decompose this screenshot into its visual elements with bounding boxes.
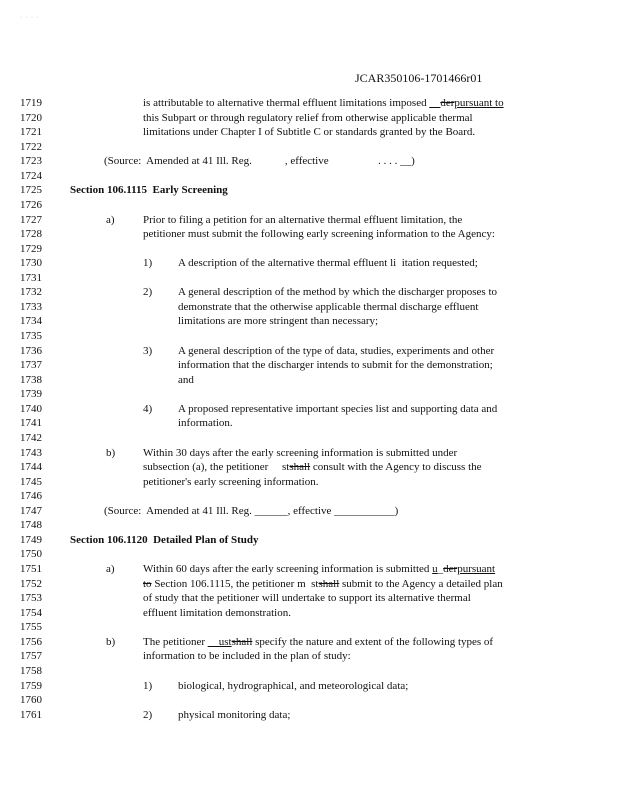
line-number: 1740 [20, 402, 42, 415]
text-run: limitations are more stringent than necessary; [178, 315, 379, 328]
section-heading [70, 533, 259, 548]
line-number: 1722 [20, 140, 42, 153]
document-line [0, 489, 618, 504]
text-run: A description of the alternative thermal effluent li itation requested; [178, 257, 478, 270]
line-number: 1759 [20, 679, 42, 692]
document-line [0, 577, 618, 592]
line-number: 1728 [20, 228, 42, 241]
line-number: 1747 [20, 504, 42, 517]
text-run: of study that the petitioner will undertake to support its alternative thermal [143, 592, 471, 605]
line-text [143, 446, 457, 461]
line-text [143, 606, 291, 621]
text-run: is attributable to alternative thermal effluent limitations imposed [143, 97, 430, 109]
line-number: 1745 [20, 475, 42, 488]
document-line [0, 475, 618, 490]
line-text [143, 475, 318, 490]
line-number: 1725 [20, 184, 42, 197]
line-text [178, 708, 290, 723]
text-run: ______ [254, 504, 288, 517]
line-number: 1727 [20, 213, 42, 226]
text-run: Prior to filing a petition for an alternative thermal effluent limitation, the [143, 213, 463, 226]
inserted-text: __ust [207, 635, 232, 648]
line-number: 1721 [20, 126, 42, 139]
document-line [0, 314, 618, 329]
document-line [0, 169, 618, 184]
section-heading [70, 183, 228, 198]
document-line [0, 635, 618, 650]
line-number: 1748 [20, 519, 42, 532]
text-run: effluent limitation demonstration. [143, 606, 291, 619]
list-label: b) [106, 446, 116, 459]
document-line [0, 198, 618, 213]
document-line [0, 344, 618, 359]
text-run: st [311, 577, 319, 590]
line-text [178, 373, 194, 388]
text-run: consult with the Agency to discuss the [310, 461, 482, 474]
document-line [0, 183, 618, 198]
deleted-text: shall [318, 577, 340, 590]
document-line [0, 679, 618, 694]
text-run: The petitioner [143, 635, 208, 648]
line-number: 1749 [20, 533, 42, 546]
document-line [0, 708, 618, 723]
text-run: , effective [287, 504, 335, 517]
inserted-text: pursuant [457, 563, 496, 575]
text-run: . . . . __ [378, 155, 412, 168]
line-number: 1730 [20, 257, 42, 270]
text-run: information. [178, 417, 233, 430]
line-number: 1752 [20, 577, 42, 590]
line-text [178, 314, 378, 329]
text-run: petitioner must submit the following early screening information to the Agency: [143, 228, 495, 241]
inserted-text: u [432, 563, 438, 575]
line-number: 1746 [20, 490, 42, 503]
line-number: 1720 [20, 111, 42, 124]
document-line [0, 606, 618, 621]
line-number: 1734 [20, 315, 42, 328]
line-number: 1751 [20, 563, 42, 575]
text-run: ) [394, 504, 399, 517]
document-line [0, 504, 618, 519]
source-note [104, 154, 415, 169]
line-number: 1755 [20, 621, 42, 634]
document-id: JCAR350106-1701466r01 [355, 71, 483, 85]
line-number: 1758 [20, 664, 42, 677]
document-line [0, 358, 618, 373]
line-number: 1724 [20, 169, 42, 182]
text-run: A proposed representative important species list and supporting data and [178, 402, 498, 415]
inserted-text: pursuant to [454, 97, 504, 109]
deleted-text: shall [231, 635, 253, 648]
text-run: (Source: Amended at 41 Ill. Reg. , effective [104, 155, 379, 168]
line-number: 1733 [20, 300, 42, 313]
text-run: A general description of the type of data, studies, experiments and other [178, 344, 495, 357]
text-run: Section 106.1115 Early Screening [70, 184, 228, 197]
document-line [0, 329, 618, 344]
line-number: 1760 [20, 694, 42, 707]
document-line [0, 547, 618, 562]
deleted-text: der [443, 563, 458, 575]
list-label: 2) [143, 708, 153, 721]
document-line [0, 300, 618, 315]
line-text [143, 213, 462, 228]
document-line [0, 242, 618, 257]
text-run: information to be included in the plan of study: [143, 650, 351, 663]
document-line [0, 518, 618, 533]
line-text [178, 358, 493, 373]
line-number: 1732 [20, 286, 42, 299]
document-line [0, 387, 618, 402]
document-line [0, 460, 618, 475]
line-number: 1723 [20, 155, 42, 168]
deleted-text: to [143, 577, 152, 590]
document-body [0, 96, 618, 722]
line-number: 1754 [20, 606, 42, 619]
line-number: 1731 [20, 271, 42, 284]
list-label: a) [106, 213, 115, 226]
text-run: submit to the Agency a detailed plan [339, 577, 503, 590]
text-run: st [282, 461, 290, 474]
document-line [0, 533, 618, 548]
document-line [0, 664, 618, 679]
document-line [0, 562, 618, 577]
line-text [143, 562, 495, 577]
line-text [178, 256, 478, 271]
document-line [0, 154, 618, 169]
line-text [178, 285, 497, 300]
line-text [143, 577, 503, 592]
document-line [0, 416, 618, 431]
line-number: 1739 [20, 388, 42, 401]
list-label: 1) [143, 257, 153, 270]
document-line [0, 431, 618, 446]
line-number: 1726 [20, 198, 42, 211]
document-line [0, 111, 618, 126]
text-run: ) [411, 155, 415, 168]
list-label: 4) [143, 402, 153, 415]
document-line [0, 693, 618, 708]
text-run: limitations under Chapter I of Subtitle C or standards granted by the Board. [143, 126, 476, 139]
line-text [178, 679, 408, 694]
line-number: 1735 [20, 330, 42, 342]
source-note [104, 504, 398, 519]
line-number: 1729 [20, 242, 42, 255]
list-label: 3) [143, 344, 153, 357]
text-run: _ [437, 563, 444, 575]
line-text [143, 111, 473, 126]
line-text [143, 649, 351, 664]
document-line [0, 256, 618, 271]
line-number: 1753 [20, 592, 42, 605]
text-run: this Subpart or through regulatory relief from otherwise applicable thermal [143, 111, 473, 124]
line-number: 1750 [20, 548, 42, 561]
text-run: Within 60 days after the early screening information is submitted [143, 563, 433, 575]
line-text [178, 416, 233, 431]
line-text [178, 300, 478, 315]
line-number: 1743 [20, 446, 42, 459]
line-text [143, 591, 471, 606]
text-run: subsection (a), the petitioner [143, 461, 282, 474]
document-line [0, 402, 618, 417]
line-text [143, 125, 475, 140]
line-number: 1736 [20, 344, 42, 357]
list-label: b) [106, 635, 116, 648]
text-run: demonstrate that the otherwise applicable thermal discharge effluent [178, 300, 479, 313]
text-run: (Source: Amended at 41 Ill. Reg. [104, 504, 255, 517]
line-number: 1719 [20, 97, 42, 109]
deleted-text: der [440, 97, 455, 109]
document-line [0, 373, 618, 388]
line-number: 1742 [20, 431, 42, 444]
document-line [0, 591, 618, 606]
document-line [0, 125, 618, 140]
line-number: 1737 [20, 359, 42, 372]
line-text [143, 635, 493, 650]
document-line [0, 140, 618, 155]
line-number: 1741 [20, 417, 42, 430]
text-run: physical monitoring data; [178, 708, 291, 721]
text-run: information that the discharger intends to submit for the demonstration; [178, 359, 493, 372]
line-text [143, 460, 482, 475]
document-line [0, 446, 618, 461]
line-number: 1756 [20, 635, 42, 648]
text-run: Section 106.1120 Detailed Plan of Study [70, 533, 259, 546]
line-text [143, 227, 495, 242]
text-run: specify the nature and extent of the following types of [252, 635, 494, 648]
document-line [0, 649, 618, 664]
line-number: 1738 [20, 373, 42, 386]
text-run: petitioner's early screening information. [143, 475, 319, 488]
text-run: ___________ [334, 504, 395, 517]
inserted-text: __ [429, 97, 441, 109]
line-number: 1761 [20, 708, 42, 721]
list-label: 2) [143, 286, 153, 299]
text-run: A general description of the method by which the discharger proposes to [178, 286, 498, 299]
deleted-text: shall [289, 461, 311, 474]
text-run: and [178, 373, 194, 386]
line-text [178, 344, 494, 359]
line-text [143, 96, 504, 111]
list-label: a) [106, 563, 115, 575]
document-line [0, 96, 618, 111]
document-line [0, 285, 618, 300]
text-run: Section 106.1115, the petitioner m [151, 577, 312, 590]
document-line [0, 620, 618, 635]
list-label: 1) [143, 679, 153, 692]
text-run: Within 30 days after the early screening information is submitted under [143, 446, 458, 459]
document-line [0, 271, 618, 286]
line-number: 1757 [20, 650, 42, 663]
line-text [178, 402, 497, 417]
text-run: biological, hydrographical, and meteorological data; [178, 679, 409, 692]
document-line [0, 213, 618, 228]
line-number: 1744 [20, 461, 42, 474]
document-line [0, 227, 618, 242]
scan-stamp: · · · · [20, 15, 40, 21]
